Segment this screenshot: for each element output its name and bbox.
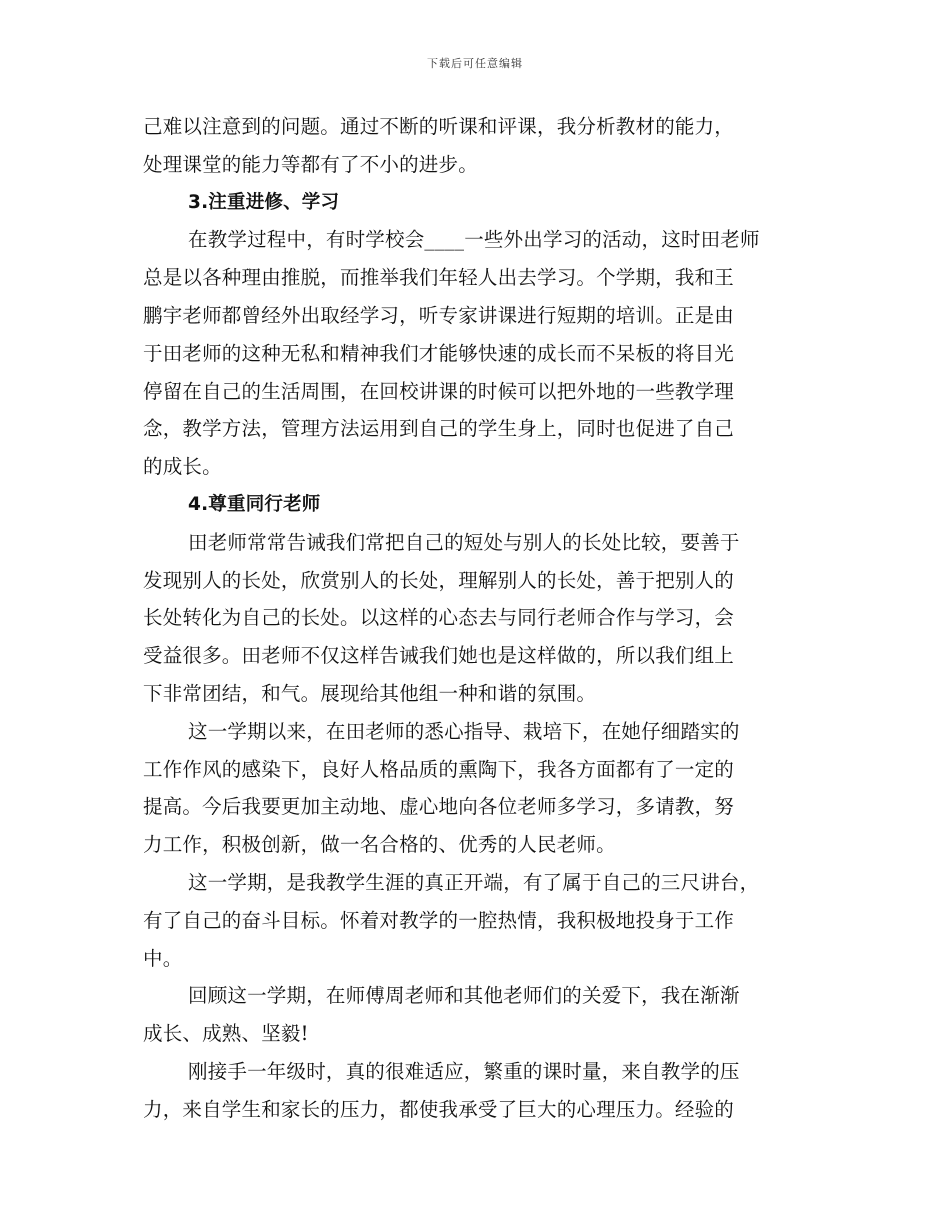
paragraph-line: 在教学过程中，有时学校会____一些外出学习的活动，这时田老师: [188, 228, 760, 252]
page-header: 下载后可任意编辑: [427, 57, 523, 70]
paragraph-line: 下非常团结，和气。展现给其他组一种和谐的氛围。: [143, 681, 597, 705]
paragraph-line: 己难以注意到的问题。通过不断的听课和评课，我分析教材的能力，: [143, 115, 735, 138]
paragraph-line: 发现别人的长处，欣赏别人的长处，理解别人的长处，善于把别人的: [143, 568, 735, 592]
paragraph-line: 于田老师的这种无私和精神我们才能够快速的成长而不呆板的将目光: [143, 341, 735, 365]
paragraph-line: 这一学期以来，在田老师的悉心指导、栽培下，在她仔细踏实的: [188, 719, 740, 743]
paragraph-line: 工作作风的感染下，良好人格品质的熏陶下，我各方面都有了一定的: [143, 757, 735, 781]
paragraph-line: 成长、成熟、坚毅!: [143, 1022, 309, 1046]
document-body: [143, 108, 813, 1129]
paragraph-line: 田老师常常告诫我们常把自己的短处与别人的长处比较，要善于: [188, 530, 740, 554]
paragraph-line: 的成长。: [143, 455, 222, 479]
paragraph-line: 念，教学方法，管理方法运用到自己的学生身上，同时也促进了自己: [143, 417, 735, 441]
paragraph-line: 长处转化为自己的长处。以这样的心态去与同行老师合作与学习，会: [143, 606, 735, 630]
paragraph-line: 提高。今后我要更加主动地、虚心地向各位老师多学习，多请教，努: [143, 795, 735, 819]
paragraph-line: 这一学期，是我教学生涯的真正开端，有了属于自己的三尺讲台，: [188, 870, 760, 894]
paragraph-line: 回顾这一学期，在师傅周老师和其他老师们的关爱下，我在渐渐: [188, 984, 740, 1008]
paragraph-line: 力，来自学生和家长的压力，都使我承受了巨大的心理压力。经验的: [143, 1097, 735, 1121]
paragraph-line: 有了自己的奋斗目标。怀着对教学的一腔热情，我积极地投身于工作: [143, 908, 735, 932]
paragraph-line: 总是以各种理由推脱，而推举我们年轻人出去学习。个学期，我和王: [143, 266, 735, 290]
paragraph-line: 中。: [143, 946, 183, 970]
paragraph-line: 鹏宇老师都曾经外出取经学习，听专家讲课进行短期的培训。正是由: [143, 303, 735, 327]
paragraph-line: 停留在自己的生活周围，在回校讲课的时候可以把外地的一些教学理: [143, 379, 735, 403]
paragraph-line: 受益很多。田老师不仅这样告诫我们她也是这样做的，所以我们组上: [143, 644, 735, 668]
paragraph-line: 刚接手一年级时，真的很难适应，繁重的课时量，来自教学的压: [188, 1059, 740, 1083]
section-heading: 4.尊重同行老师: [188, 493, 321, 515]
section-heading: 3.注重进修、学习: [188, 191, 340, 213]
paragraph-line: 力工作，积极创新，做一名合格的、优秀的人民老师。: [143, 833, 616, 857]
paragraph-line: 处理课堂的能力等都有了不小的进步。: [143, 152, 478, 176]
